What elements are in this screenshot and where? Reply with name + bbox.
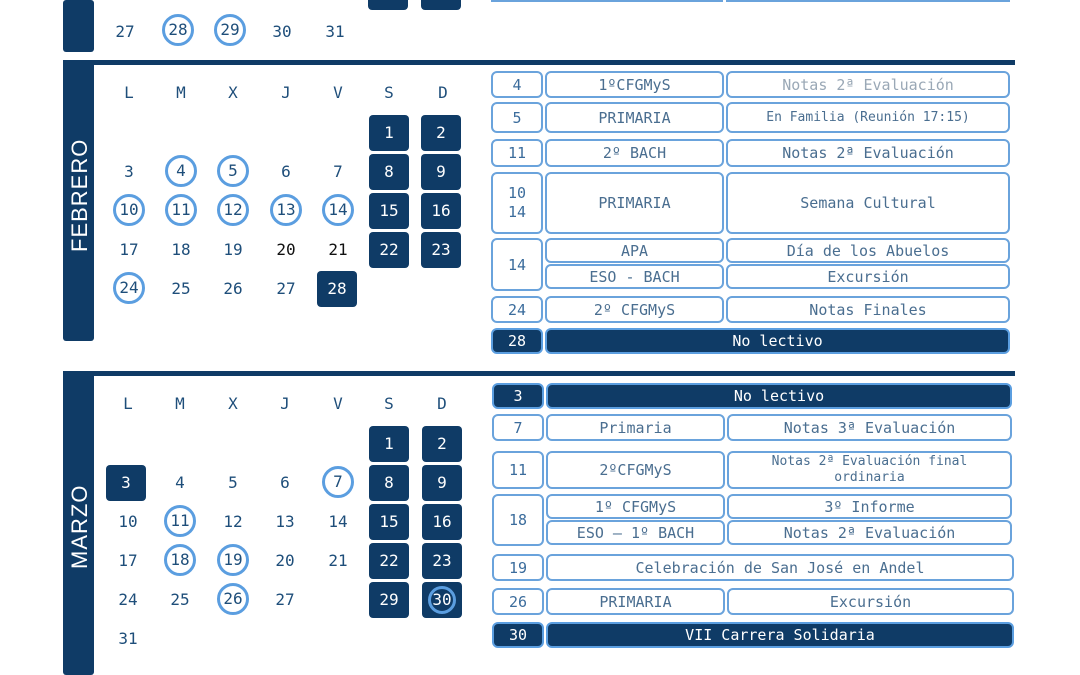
event-day: 30 [492,622,544,648]
weekday-x: X [228,83,238,102]
event-desc: 3º Informe [727,494,1012,519]
day-23: 23 [421,232,461,268]
event-desc: Excursión [726,264,1010,289]
day-2: 2 [421,115,461,151]
day-9: 9 [421,154,461,190]
day-14: 14 [328,512,348,531]
day-10: 10 [118,512,138,531]
event-group: Primaria [546,414,725,441]
day-20: 20 [276,240,296,259]
day-29: 29 [214,14,246,46]
weekday-v: V [333,83,343,102]
event-group: 1º CFGMyS [546,494,725,519]
event-day: 10 14 [491,172,543,234]
day-30: 30 [272,22,292,41]
weekday-v: V [333,394,343,413]
event-group: PRIMARIA [545,102,724,133]
day-22: 22 [369,232,409,268]
day-19: 19 [223,240,243,259]
enero-month-bar [63,0,94,52]
day-6: 6 [281,162,291,181]
day-13: 13 [275,512,295,531]
weekday-x: X [228,394,238,413]
weekday-l: L [123,394,133,413]
day-25: 25 [170,590,190,609]
event-group: 2º BACH [545,139,724,167]
event-desc: Notas 2ª Evaluación [726,71,1010,98]
event-day: 11 [491,139,543,167]
event-group: APA [545,238,724,263]
day-25: 25 [171,279,191,298]
prev-cutoff-mark [368,0,408,10]
event-day: 26 [492,588,544,615]
event-desc: No lectivo [546,383,1012,409]
day-24: 24 [113,272,145,304]
day-10: 10 [113,194,145,226]
event-day: 3 [492,383,544,409]
weekday-s: S [384,83,394,102]
day-7: 7 [333,162,343,181]
day-18: 18 [164,544,196,576]
day-21: 21 [328,240,348,259]
event-desc: Excursión [727,588,1014,615]
event-day: 7 [492,414,544,441]
day-6: 6 [280,473,290,492]
day-11: 11 [165,194,197,226]
event-day: 18 [492,494,544,546]
event-day: 5 [491,102,543,133]
day-31: 31 [325,22,345,41]
day-12: 12 [217,194,249,226]
febrero-month-bar [63,60,94,341]
prev-cutoff-mark [421,0,461,10]
day-1: 1 [369,426,409,462]
event-desc: Notas 2ª Evaluación final ordinaria [727,451,1012,489]
event-day: 14 [491,238,543,291]
event-group: ESO – 1º BACH [546,520,725,545]
event-desc: VII Carrera Solidaria [546,622,1014,648]
day-16: 16 [422,504,462,540]
marzo-month-bar [63,371,94,675]
event-day: 24 [491,296,543,323]
day-16: 16 [421,193,461,229]
day-14: 14 [322,194,354,226]
day-19: 19 [217,544,249,576]
day-31: 31 [118,629,138,648]
prev-cutoff-box [491,0,723,2]
day-18: 18 [171,240,191,259]
weekday-j: J [280,394,290,413]
day-3: 3 [124,162,134,181]
event-group: 2ºCFGMyS [546,451,725,489]
event-day: 4 [491,71,543,98]
day-30 [422,582,462,618]
day-15: 15 [369,504,409,540]
day-26: 26 [223,279,243,298]
weekday-d: D [437,394,447,413]
day-8: 8 [369,154,409,190]
weekday-m: M [176,83,186,102]
febrero-divider [63,60,1015,65]
weekday-m: M [175,394,185,413]
day-3: 3 [106,465,146,501]
day-21: 21 [328,551,348,570]
event-group: PRIMARIA [546,588,725,615]
day-28: 28 [162,14,194,46]
event-desc: En Familia (Reunión 17:15) [726,102,1010,133]
event-desc: Celebración de San José en Andel [546,554,1014,581]
weekday-s: S [384,394,394,413]
day-12: 12 [223,512,243,531]
weekday-l: L [124,83,134,102]
day-24: 24 [118,590,138,609]
marzo-divider [63,371,1015,376]
event-desc: Semana Cultural [726,172,1010,234]
day-27: 27 [276,279,296,298]
day-20: 20 [275,551,295,570]
day-9: 9 [422,465,462,501]
day-11: 11 [164,505,196,537]
event-group: ESO - BACH [545,264,724,289]
day-29: 29 [369,582,409,618]
day-15: 15 [369,193,409,229]
day-4: 4 [165,155,197,187]
day-1: 1 [369,115,409,151]
marzo-label: MARZO [67,484,92,569]
event-desc: Notas Finales [726,296,1010,323]
day-28: 28 [317,271,357,307]
event-desc: Notas 2ª Evaluación [726,139,1010,167]
day-13: 13 [270,194,302,226]
event-group: 1ºCFGMyS [545,71,724,98]
day-22: 22 [369,543,409,579]
event-desc: No lectivo [545,328,1010,354]
event-day: 28 [491,328,543,354]
day-5: 5 [228,473,238,492]
day-17: 17 [119,240,139,259]
event-day: 19 [492,554,544,581]
day-7: 7 [322,466,354,498]
event-desc: Día de los Abuelos [726,238,1010,263]
febrero-label: FEBRERO [67,138,92,252]
weekday-d: D [438,83,448,102]
day-30-number: 30 [428,586,456,614]
weekday-j: J [281,83,291,102]
event-day: 11 [492,451,544,489]
day-8: 8 [369,465,409,501]
day-27: 27 [275,590,295,609]
event-desc: Notas 2ª Evaluación [727,520,1012,545]
day-23: 23 [422,543,462,579]
day-4: 4 [175,473,185,492]
prev-cutoff-box [726,0,1010,2]
event-desc: Notas 3ª Evaluación [727,414,1012,441]
day-27: 27 [115,22,135,41]
day-5: 5 [217,155,249,187]
day-26: 26 [217,583,249,615]
day-2: 2 [422,426,462,462]
event-group: PRIMARIA [545,172,724,234]
day-17: 17 [118,551,138,570]
event-group: 2º CFGMyS [545,296,724,323]
